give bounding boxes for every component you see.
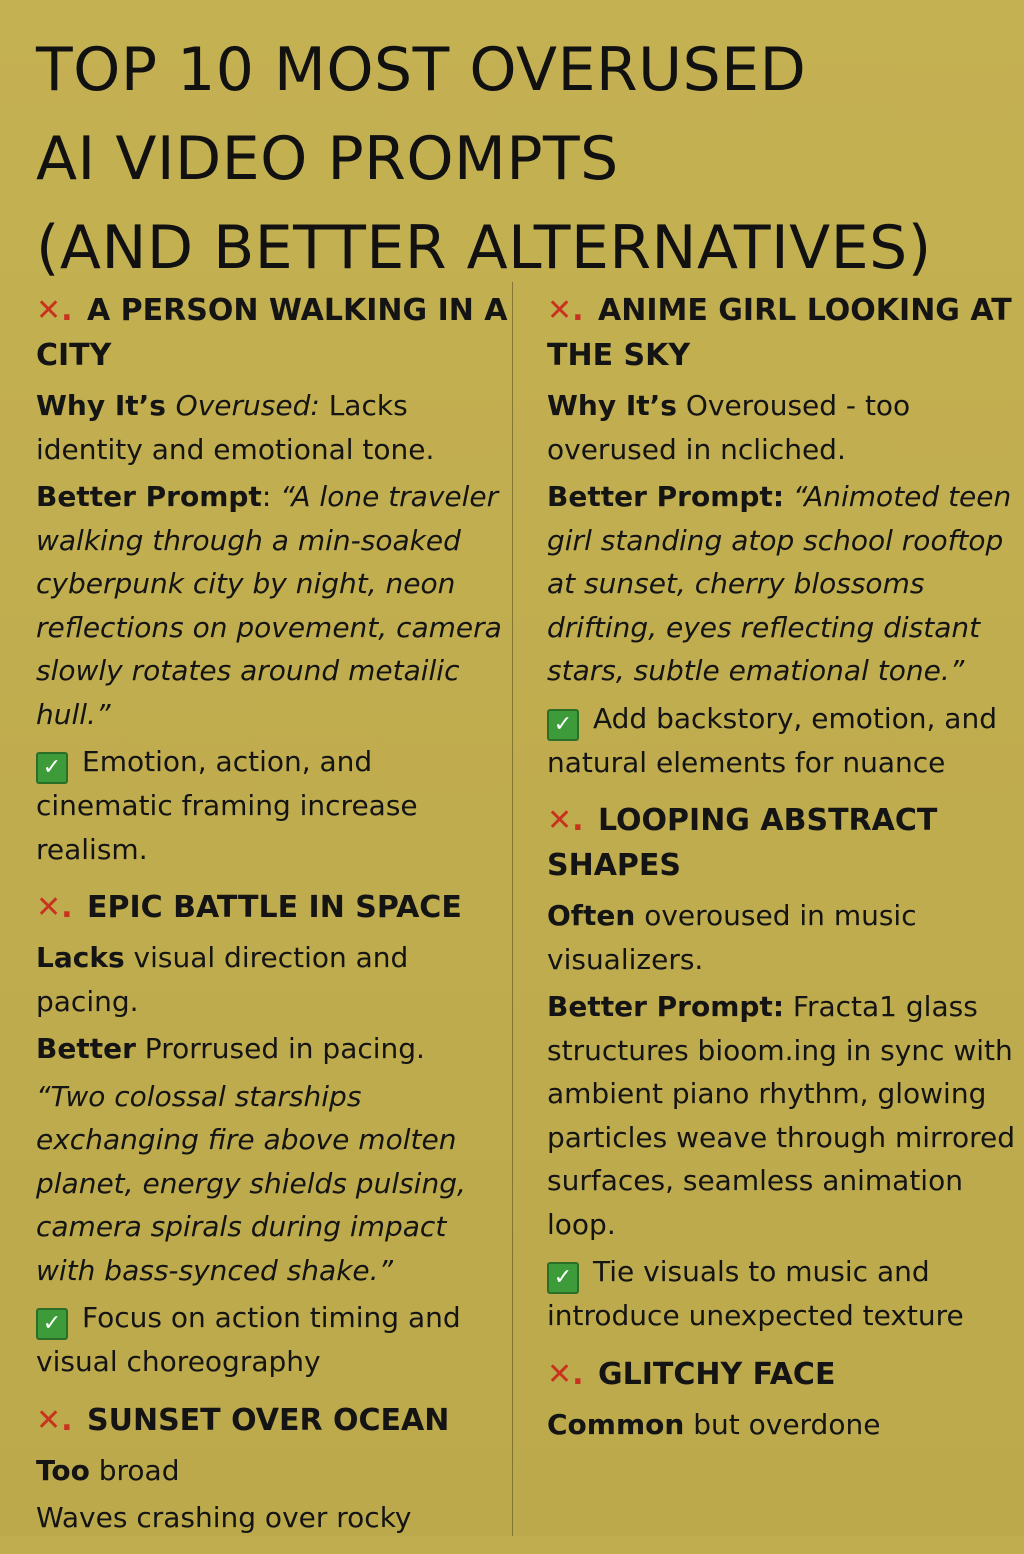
- title-line-3: (AND BETTER ALTERNATIVES): [36, 213, 932, 283]
- tip-text: ✓ Tie visuals to music and introduce unexpected texture: [547, 1255, 964, 1332]
- better-prompt-text: Better Prompt: “Animoted teen girl standing atop school rooftop at sunset, cherry blossoms drifting, eyes reflecting distant stars, subtle emational tone.”: [547, 480, 1012, 687]
- better-prompt-text: Better Prompt: Fracta1 glass structures bioom.ing in sync with ambient piano rhythm, glowing particles weave through mirrored surfaces, seamless animation loop.: [547, 990, 1015, 1241]
- check-icon: ✓: [36, 752, 68, 784]
- cross-icon: ✕.: [36, 1402, 73, 1438]
- title-line-1: TOP 10 MOST OVERUSED: [36, 35, 807, 105]
- prompt-heading: ✕. EPIC BATTLE IN SPACE: [36, 890, 462, 925]
- cross-icon: ✕.: [547, 293, 584, 328]
- cross-icon: ✕.: [36, 293, 73, 328]
- better-prompt-text: Better Prorrused in pacing.: [36, 1032, 425, 1065]
- why-overused-text: Too broad: [36, 1453, 180, 1487]
- check-icon: ✓: [547, 709, 579, 741]
- why-overused-text: Why It’s Overoused - too overused in ncliched.: [547, 389, 911, 466]
- why-overused-text: Why It’s Overused: Lacks identity and emotional tone.: [36, 389, 435, 466]
- tip-text: ✓ Add backstory, emotion, and natural elements for nuance: [547, 701, 997, 779]
- tip-text: ✓ Emotion, action, and cinematic framing increase realism.: [36, 745, 418, 866]
- better-prompt-text: Better Prompt: “A lone traveler walking through a min-soaked cyberpunk city by night, neon reflections on povement, camera slowly rotates around metailic hull.”: [36, 480, 502, 731]
- tip-text: ✓ Focus on action timing and visual choreography: [36, 1301, 461, 1378]
- why-overused-text: Common but overdone: [547, 1407, 881, 1441]
- prompt-heading: ✕. LOOPING ABSTRACT SHAPES: [547, 803, 938, 883]
- prompt-item-person-walking: [36, 288, 514, 871]
- right-column: [547, 288, 1017, 1460]
- prompt-item-glitchy-face: [547, 1352, 1017, 1447]
- prompt-heading: ✕. A PERSON WALKING IN A CITY: [36, 293, 508, 373]
- cross-icon: ✕.: [547, 1356, 584, 1392]
- prompt-item-space-battle: [36, 885, 514, 1384]
- cross-icon: ✕.: [36, 890, 73, 925]
- why-overused-text: Lacks visual direction and pacing.: [36, 941, 409, 1018]
- title-line-2: AI VIDEO PROMPTS: [36, 124, 619, 194]
- page-title: [36, 26, 996, 293]
- better-prompt-text: Waves crashing over rocky: [36, 1501, 412, 1534]
- check-icon: ✓: [36, 1308, 68, 1340]
- better-prompt-quote: “Two colossal starships exchanging fire above molten planet, energy shields pulsing, camera spirals during impact with bass-synced shake.”: [36, 1079, 466, 1287]
- check-icon: ✓: [547, 1262, 579, 1294]
- prompt-heading: ✕. ANIME GIRL LOOKING AT THE SKY: [547, 293, 1012, 373]
- cross-icon: ✕.: [547, 803, 584, 838]
- prompt-item-anime-girl: [547, 288, 1017, 784]
- prompt-item-abstract-shapes: [547, 798, 1017, 1338]
- left-column: [36, 288, 514, 1554]
- why-overused-text: Often overoused in music visualizers.: [547, 899, 917, 976]
- prompt-heading: ✕. GLITCHY FACE: [547, 1356, 836, 1392]
- prompt-heading: ✕. SUNSET OVER OCEAN: [36, 1402, 450, 1438]
- prompt-item-sunset-ocean: [36, 1398, 514, 1540]
